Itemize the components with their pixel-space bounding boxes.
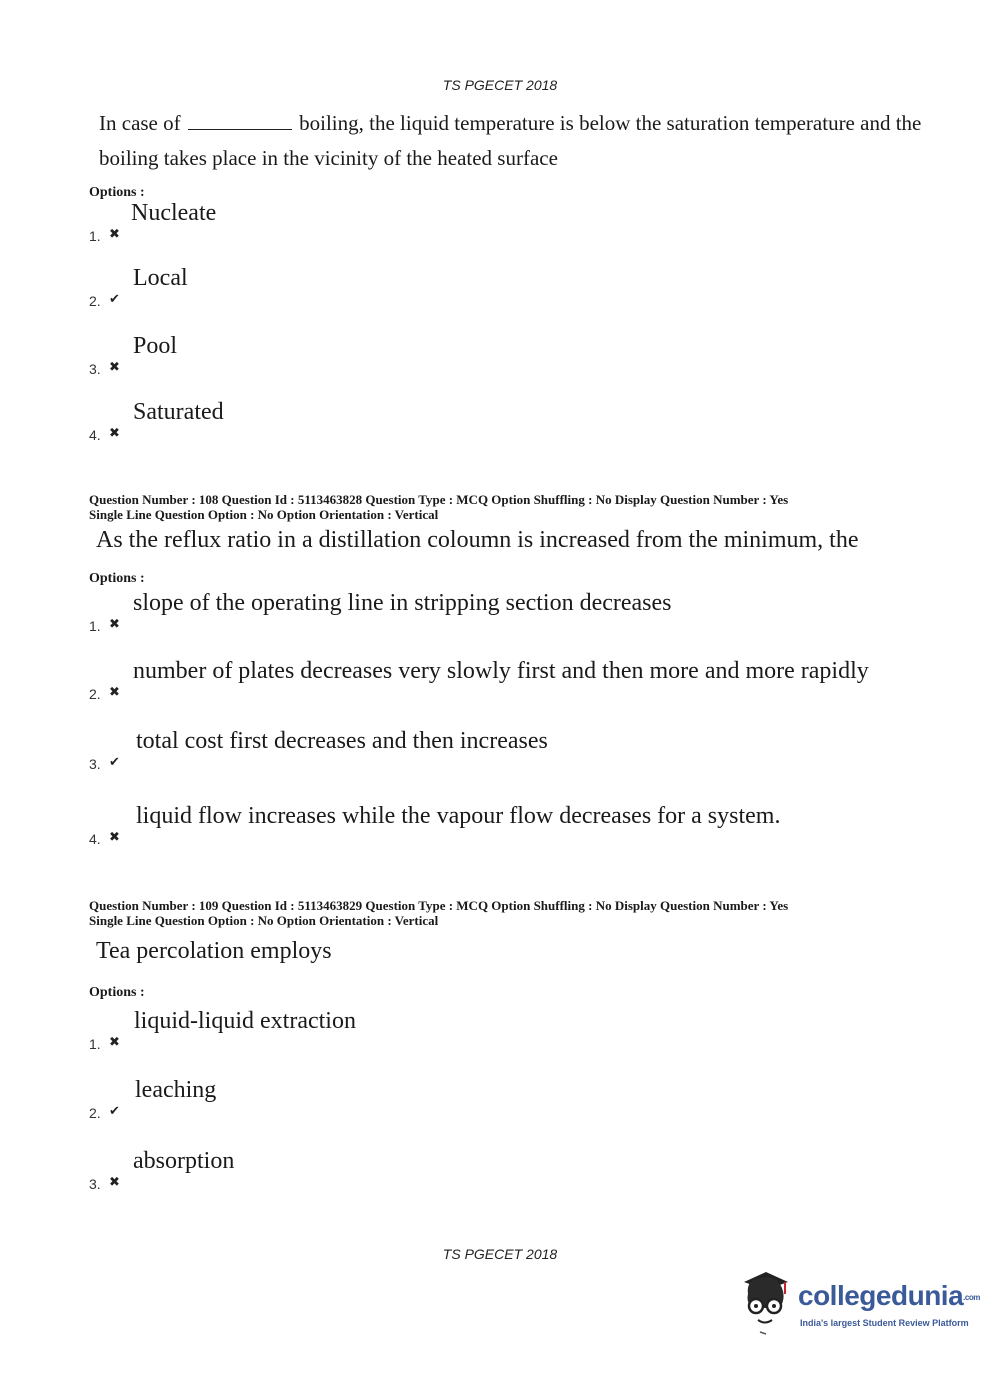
cross-icon: ✖ bbox=[109, 360, 120, 375]
option-row bbox=[89, 1008, 969, 1052]
meta-line-1: Question Number : 109 Question Id : 5113463829 Question Type : MCQ Option Shuffling : No Display Question Number : Yes bbox=[89, 898, 789, 913]
option-text: slope of the operating line in stripping section decreases bbox=[133, 590, 672, 616]
question-107-line2: boiling takes place in the vicinity of the heated surface bbox=[99, 146, 558, 170]
option-row bbox=[89, 333, 969, 377]
option-text: absorption bbox=[133, 1148, 235, 1174]
option-row bbox=[89, 1148, 969, 1192]
option-number: 4. bbox=[89, 831, 101, 847]
option-row bbox=[89, 200, 969, 244]
question-107-before-blank: In case of bbox=[99, 111, 181, 135]
question-107-text bbox=[99, 106, 922, 176]
logo-suffix: .com bbox=[963, 1293, 980, 1303]
option-number: 3. bbox=[89, 1176, 101, 1192]
collegedunia-logo bbox=[736, 1268, 980, 1338]
option-text: total cost first decreases and then increases bbox=[136, 728, 548, 754]
option-number: 2. bbox=[89, 1105, 101, 1121]
check-icon: ✔ bbox=[109, 755, 120, 770]
meta-line-2: Single Line Question Option : No Option Orientation : Vertical bbox=[89, 507, 439, 522]
cross-icon: ✖ bbox=[109, 227, 120, 242]
logo-tagline: India's largest Student Review Platform bbox=[800, 1318, 969, 1328]
options-label: Options : bbox=[89, 985, 145, 1000]
option-text: liquid flow increases while the vapour flow decreases for a system. bbox=[136, 803, 781, 829]
cross-icon: ✖ bbox=[109, 426, 120, 441]
mascot-icon bbox=[736, 1268, 796, 1336]
option-number: 2. bbox=[89, 686, 101, 702]
question-107-line1 bbox=[99, 106, 922, 141]
option-text: leaching bbox=[135, 1077, 217, 1103]
question-109-meta bbox=[89, 898, 788, 928]
options-label: Options : bbox=[89, 571, 145, 586]
option-number: 4. bbox=[89, 427, 101, 443]
question-108-meta bbox=[89, 492, 788, 522]
option-text: Nucleate bbox=[131, 200, 217, 226]
cross-icon: ✖ bbox=[109, 1175, 120, 1190]
option-row bbox=[89, 399, 969, 443]
meta-line-2: Single Line Question Option : No Option Orientation : Vertical bbox=[89, 913, 439, 928]
option-text: Local bbox=[133, 265, 188, 291]
question-108-text: As the reflux ratio in a distillation coloumn is increased from the minimum, the bbox=[96, 527, 859, 553]
option-text: liquid-liquid extraction bbox=[134, 1008, 356, 1034]
option-text: number of plates decreases very slowly first and then more and more rapidly bbox=[133, 658, 869, 684]
option-number: 3. bbox=[89, 361, 101, 377]
question-109-text: Tea percolation employs bbox=[96, 938, 332, 964]
option-number: 3. bbox=[89, 756, 101, 772]
cross-icon: ✖ bbox=[109, 617, 120, 632]
cross-icon: ✖ bbox=[109, 1035, 120, 1050]
option-row bbox=[89, 803, 969, 847]
question-107-after-blank: boiling, the liquid temperature is below the saturation temperature and the bbox=[299, 111, 922, 135]
option-number: 1. bbox=[89, 1036, 101, 1052]
option-number: 1. bbox=[89, 228, 101, 244]
options-label: Options : bbox=[89, 185, 145, 200]
meta-line-1: Question Number : 108 Question Id : 5113463828 Question Type : MCQ Option Shuffling : No Display Question Number : Yes bbox=[89, 492, 789, 507]
option-row bbox=[89, 265, 969, 309]
check-icon: ✔ bbox=[109, 1104, 120, 1119]
option-text: Pool bbox=[133, 333, 178, 359]
cross-icon: ✖ bbox=[109, 830, 120, 845]
logo-wordmark bbox=[798, 1280, 980, 1312]
option-row bbox=[89, 1077, 969, 1121]
fill-in-blank bbox=[188, 113, 292, 130]
option-row bbox=[89, 590, 969, 634]
cross-icon: ✖ bbox=[109, 685, 120, 700]
page-footer: TS PGECET 2018 bbox=[442, 1246, 558, 1262]
option-number: 1. bbox=[89, 618, 101, 634]
page-header: TS PGECET 2018 bbox=[442, 77, 558, 93]
option-number: 2. bbox=[89, 293, 101, 309]
check-icon: ✔ bbox=[109, 292, 120, 307]
option-row bbox=[89, 728, 969, 772]
option-text: Saturated bbox=[133, 399, 224, 425]
option-row bbox=[89, 658, 969, 702]
logo-name: collegedunia bbox=[798, 1280, 964, 1311]
